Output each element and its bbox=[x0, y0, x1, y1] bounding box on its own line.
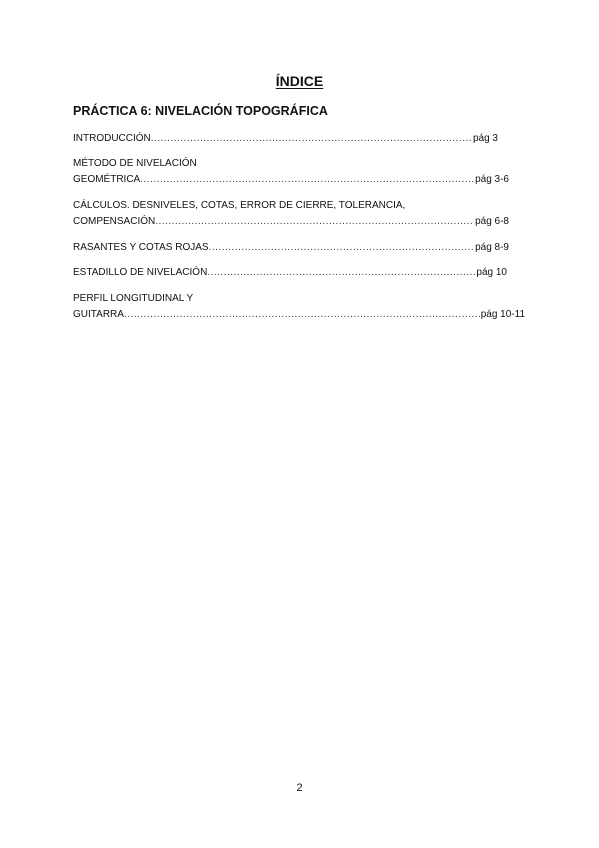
dot-leader bbox=[151, 131, 472, 147]
toc-entry-label: INTRODUCCIÓN bbox=[73, 133, 151, 144]
toc-entry-page: pág 6-8 bbox=[475, 216, 509, 227]
page-number: 2 bbox=[296, 782, 303, 794]
dot-leader bbox=[140, 172, 474, 188]
practice-heading: PRÁCTICA 6: NIVELACIÓN TOPOGRÁFICA bbox=[73, 104, 328, 118]
toc-entry-label: GEOMÉTRICA bbox=[73, 174, 141, 185]
toc-entry-page: pág 3 bbox=[472, 133, 498, 144]
toc-entry-estadillo bbox=[73, 265, 507, 281]
toc-entry-label-line1: PERFIL LONGITUDINAL Y bbox=[73, 293, 194, 304]
dot-leader bbox=[207, 265, 475, 281]
toc-entry-label: ESTADILLO DE NIVELACIÓN bbox=[73, 267, 208, 278]
toc-entry-calculos bbox=[73, 198, 509, 230]
toc-entry-label-line1: CÁLCULOS. DESNIVELES, COTAS, ERROR DE CIERRE, TOLERANCIA, bbox=[73, 200, 406, 211]
toc-entry-label: GUITARRA bbox=[73, 309, 124, 320]
toc-entry-label: COMPENSACIÓN bbox=[73, 216, 156, 227]
toc-leader-row bbox=[73, 307, 525, 323]
toc-entry-perfil bbox=[73, 291, 525, 323]
toc-entry-introduccion bbox=[73, 131, 498, 147]
toc-entry-page: pág 8-9 bbox=[475, 242, 509, 253]
dot-leader bbox=[155, 214, 474, 230]
dot-leader bbox=[209, 240, 474, 256]
toc-leader-row bbox=[73, 240, 509, 256]
toc-entry-page: pág 10 bbox=[476, 267, 507, 278]
toc-entry-rasantes bbox=[73, 240, 509, 256]
toc-leader-row bbox=[73, 131, 498, 147]
toc-leader-row bbox=[73, 265, 507, 281]
toc-entry-label: RASANTES Y COTAS ROJAS bbox=[73, 242, 209, 253]
toc-entry-label-line1: MÉTODO DE NIVELACIÓN bbox=[73, 158, 197, 169]
toc-leader-row bbox=[73, 214, 509, 230]
toc-entry-metodo bbox=[73, 156, 509, 188]
toc-leader-row bbox=[73, 172, 509, 188]
dot-leader bbox=[124, 307, 480, 323]
toc-entry-page: pág 3-6 bbox=[475, 174, 509, 185]
index-title: ÍNDICE bbox=[275, 73, 324, 89]
toc-entry-page: pág 10-11 bbox=[480, 309, 525, 320]
